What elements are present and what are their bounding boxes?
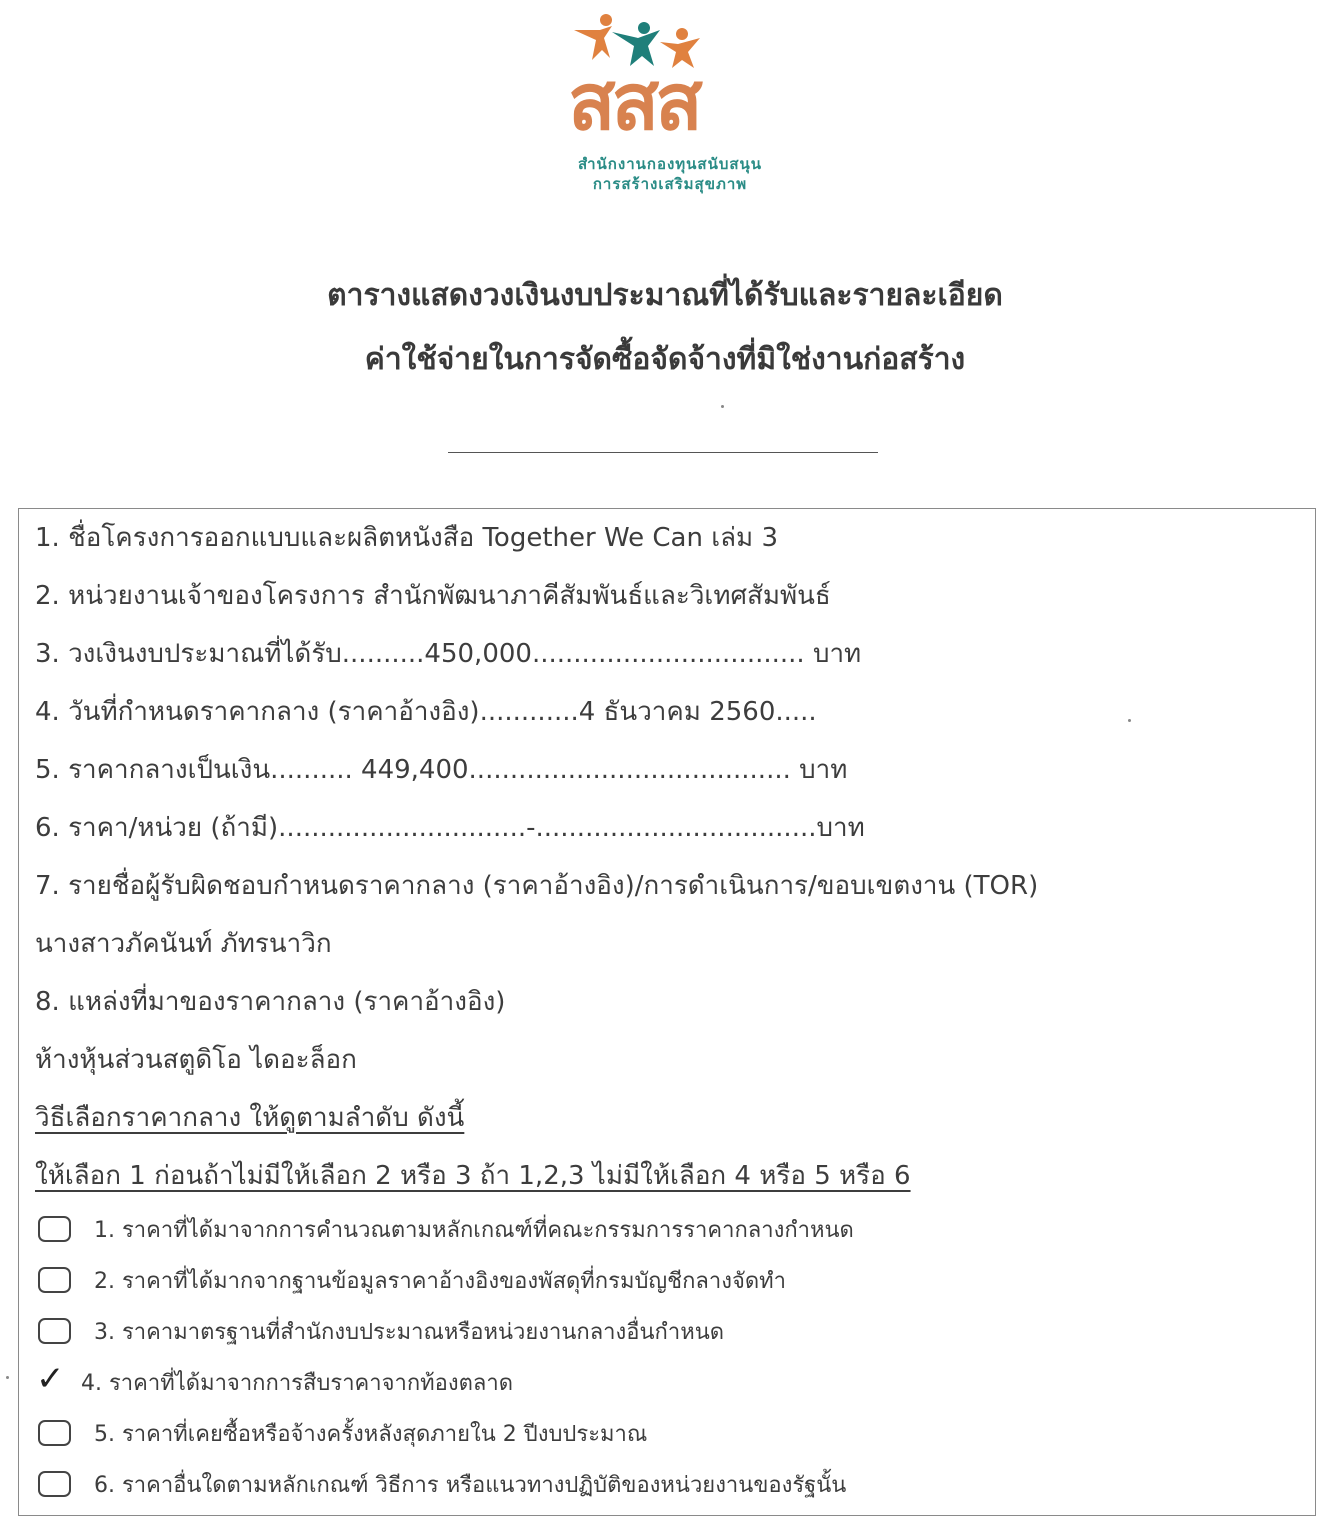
item-project-name: 1. ชื่อโครงการออกแบบและผลิตหนังสือ Together We Can เล่ม 3 [35, 523, 778, 553]
item-price-source-value: ห้างหุ้นส่วนสตูดิโอ ไดอะล็อก [35, 1045, 357, 1075]
item-price-source: 8. แหล่งที่มาของราคากลาง (ราคาอ้างอิง) [35, 987, 506, 1017]
option-5-checkbox[interactable] [38, 1420, 71, 1446]
option-3-label: 3. ราคามาตรฐานที่สำนักงบประมาณหรือหน่วยงานกลางอื่นกำหนด [94, 1320, 725, 1345]
option-6-checkbox[interactable] [38, 1471, 71, 1497]
option-5-label: 5. ราคาที่เคยซื้อหรือจ้างครั้งหลังสุดภายใน 2 ปีงบประมาณ [94, 1422, 648, 1447]
scan-speck [721, 405, 724, 408]
option-1-checkbox[interactable] [38, 1216, 71, 1242]
logo-subtitle-line1: สำนักงานกองทุนสนับสนุน [577, 155, 763, 173]
option-6-label: 6. ราคาอื่นใดตามหลักเกณฑ์ วิธีการ หรือแนวทางปฏิบัติของหน่วยงานของรัฐนั้น [94, 1473, 847, 1498]
item-budget: 3. วงเงินงบประมาณที่ได้รับ..........450,000................................. บาท [35, 639, 862, 669]
option-1-label: 1. ราคาที่ได้มาจากการคำนวณตามหลักเกณฑ์ที่คณะกรรมการราคากลางกำหนด [94, 1218, 854, 1243]
title-divider [448, 452, 878, 453]
logo-subtitle-line2: การสร้างเสริมสุขภาพ [592, 175, 748, 193]
page-title-line1: ตารางแสดงวงเงินงบประมาณที่ได้รับและรายละเอียด [327, 278, 1003, 313]
logo-wordmark: สสส [568, 58, 699, 148]
option-4-label: 4. ราคาที่ได้มาจากการสืบราคาจากท้องตลาด [81, 1371, 514, 1396]
checkmark-icon[interactable]: ✓ [36, 1359, 65, 1399]
logo [560, 10, 780, 193]
item-unit-price: 6. ราคา/หน่วย (ถ้ามี)..............................-..................................บาท [35, 813, 865, 843]
item-median-price: 5. ราคากลางเป็นเงิน.......... 449,400....................................... บาท [35, 755, 848, 785]
option-2-checkbox[interactable] [38, 1267, 71, 1293]
item-owner-unit: 2. หน่วยงานเจ้าของโครงการ สำนักพัฒนาภาคีสัมพันธ์และวิเทศสัมพันธ์ [35, 581, 831, 611]
option-2-label: 2. ราคาที่ได้มากจากฐานข้อมูลราคาอ้างอิงของพัสดุที่กรมบัญชีกลางจัดทำ [94, 1269, 787, 1294]
option-3-checkbox[interactable] [38, 1318, 71, 1344]
scan-speck [6, 1376, 9, 1379]
page-title-line2: ค่าใช้จ่ายในการจัดซื้อจัดจ้างที่มิใช่งานก่อสร้าง [364, 342, 966, 377]
item-responsible-name: นางสาวภัคนันท์ ภัทรนาวิก [35, 929, 332, 959]
method-instruction: ให้เลือก 1 ก่อนถ้าไม่มีให้เลือก 2 หรือ 3 ถ้า 1,2,3 ไม่มีให้เลือก 4 หรือ 5 หรือ 6 [35, 1161, 911, 1191]
item-responsible-persons: 7. รายชื่อผู้รับผิดชอบกำหนดราคากลาง (ราคาอ้างอิง)/การดำเนินการ/ขอบเขตงาน (TOR) [35, 871, 1039, 901]
method-heading: วิธีเลือกราคากลาง ให้ดูตามลำดับ ดังนี้ [35, 1103, 465, 1133]
item-reference-date: 4. วันที่กำหนดราคากลาง (ราคาอ้างอิง)............4 ธันวาคม 2560..... [35, 697, 817, 727]
